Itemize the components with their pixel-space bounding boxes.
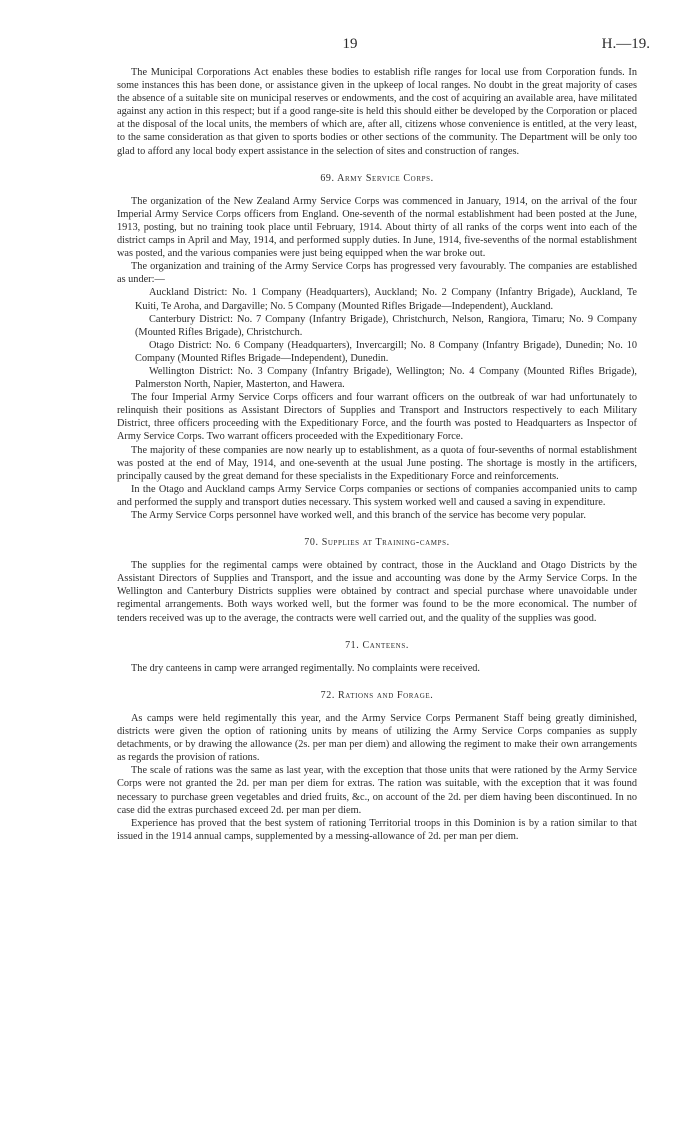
section-72-title: 72. Rations and Forage. bbox=[320, 689, 434, 701]
district-auckland: Auckland District: No. 1 Company (Headquarters), Auckland; No. 2 Company (Infantry Brigade), Auckland, Te Kuiti, Te Aroha, and Dargaville; No. 5 Company (Mounted Rifles Brigade—Independent), Auckland. bbox=[135, 287, 637, 312]
section-72-paragraph-2: The scale of rations was the same as last year, with the exception that those units that were rationed by the Army Service Corps were not granted the 2d. per man per diem for extras. The ration was suitable, with the exception that it was found necessary to purchase green vegetables and dried fruits, &c., on account of the 2d. per diem having been discontinued. In no case did the extras purchased exceed 2d. per man per diem. bbox=[117, 765, 637, 816]
section-70-title: 70. Supplies at Training-camps. bbox=[304, 537, 450, 549]
section-69-title: 69. Army Service Corps. bbox=[320, 172, 434, 184]
intro-paragraph: The Municipal Corporations Act enables these bodies to establish rifle ranges for local use from Corporation funds. In some instances this has been done, or assistance given in the upkeep of local ranges. No doubt in the great majority of cases the absence of a suitable site on municipal reserves or endowments, and the cost of acquiring an available area, have militated against any action in this respect; but if a good range-site is held this should either be developed by the Corporation or placed at the disposal of the local units, the members of which are, after all, citizens whose convenience is entitled, at the very least, to the same consideration as that given to sports bodies or other sections of the community. The Department will be only too glad to afford any local body expert assistance in the selection of sites and construction of ranges. bbox=[117, 67, 637, 157]
section-69-paragraph-5: In the Otago and Auckland camps Army Service Corps companies or sections of companies accompanied units to camp and performed the supply and transport duties necessary. This system worked well and caused a saving in expenditure. bbox=[117, 483, 637, 508]
section-69-paragraph-2: The organization and training of the Army Service Corps has progressed very favourably. The companies are established as under:— bbox=[117, 261, 637, 286]
document-reference: H.—19. bbox=[601, 36, 650, 52]
district-canterbury: Canterbury District: No. 7 Company (Infantry Brigade), Christchurch, Nelson, Rangiora, Timaru; No. 9 Company (Mounted Rifles Brigade), Christchurch. bbox=[135, 313, 637, 338]
section-72-paragraph-1: As camps were held regimentally this year, and the Army Service Corps Permanent Staff being greatly diminished, districts were given the option of rationing units by means of utilizing the Army Service Corps companies as supply detachments, or by drawing the allowance (2s. per man per diem) and allowing the regiment to make their own arrangements as regards the provision of rations. bbox=[117, 712, 637, 764]
section-69-paragraph-6: The Army Service Corps personnel have worked well, and this branch of the service has become very popular. bbox=[131, 510, 586, 521]
section-72-heading bbox=[117, 689, 637, 702]
district-otago: Otago District: No. 6 Company (Headquarters), Invercargill; No. 8 Company (Infantry Brigade), Dunedin; No. 10 Company (Mounted Rifles Brigade—Independent), Dunedin. bbox=[135, 339, 637, 364]
page-body bbox=[117, 66, 637, 843]
section-71-paragraph-1: The dry canteens in camp were arranged regimentally. No complaints were received. bbox=[131, 662, 480, 674]
section-69-paragraph-4: The majority of these companies are now nearly up to establishment, as a quota of four-sevenths of normal establishment was posted at the end of May, 1914, and one-seventh at the usual June posting. The shortage is mostly in the artificers, principally caused by the great demand for these specialists in the Expeditionary Force and reinforcements. bbox=[117, 444, 637, 482]
district-wellington: Wellington District: No. 3 Company (Infantry Brigade), Wellington; No. 4 Company (Mounted Rifles Brigade), Palmerston North, Napier, Masterton, and Hawera. bbox=[135, 365, 637, 391]
section-72-paragraph-3: Experience has proved that the best system of rationing Territorial troops in this Dominion is by a ration similar to that issued in the 1914 annual camps, supplemented by a messing-allowance of 2d. per man per diem. bbox=[117, 817, 637, 842]
section-69-paragraph-3: The four Imperial Army Service Corps officers and four warrant officers on the outbreak of war had unfortunately to relinquish their positions as Assistant Directors of Supplies and Transport and Instructors respectively to each Military District, three officers proceeding with the Expeditionary Force, and the fourth was posted to Headquarters as Inspector of Army Service Corps. Two warrant officers proceeded with the Expeditionary Force. bbox=[117, 392, 637, 443]
section-70-paragraph-1: The supplies for the regimental camps were obtained by contract, those in the Auckland and Otago Districts by the Assistant Directors of Supplies and Transport, and the issue and accounting was done by the Army Service Corps. In the Wellington and Canterbury Districts supplies were obtained by contract and special purchase where unavoidable under regimental arrangements. Both ways worked well, but the former was found to be the more economical. The number of tenders received was up to the average, the contracts were well carried out, and the quality of the supplies was good. bbox=[117, 560, 637, 624]
section-69-paragraph-1: The organization of the New Zealand Army Service Corps was commenced in January, 1914, on the arrival of the four Imperial Army Service Corps officers from England. One-seventh of the normal establishment had been posted at the June, 1913, posting, but no training took place until February, 1914. About thirty of all ranks of the corps went into each of the district camps in April and May, 1914, and performed supply duties. In June, 1914, five-sevenths of the normal establishment was posted, and the various companies were just being equipped when the war broke out. bbox=[117, 195, 637, 260]
page-header bbox=[0, 36, 700, 56]
section-69-heading bbox=[117, 172, 637, 185]
section-70-heading bbox=[117, 536, 637, 549]
section-71-heading bbox=[117, 639, 637, 652]
section-71-title: 71. Canteens. bbox=[345, 639, 409, 651]
page-number: 19 bbox=[342, 36, 358, 52]
